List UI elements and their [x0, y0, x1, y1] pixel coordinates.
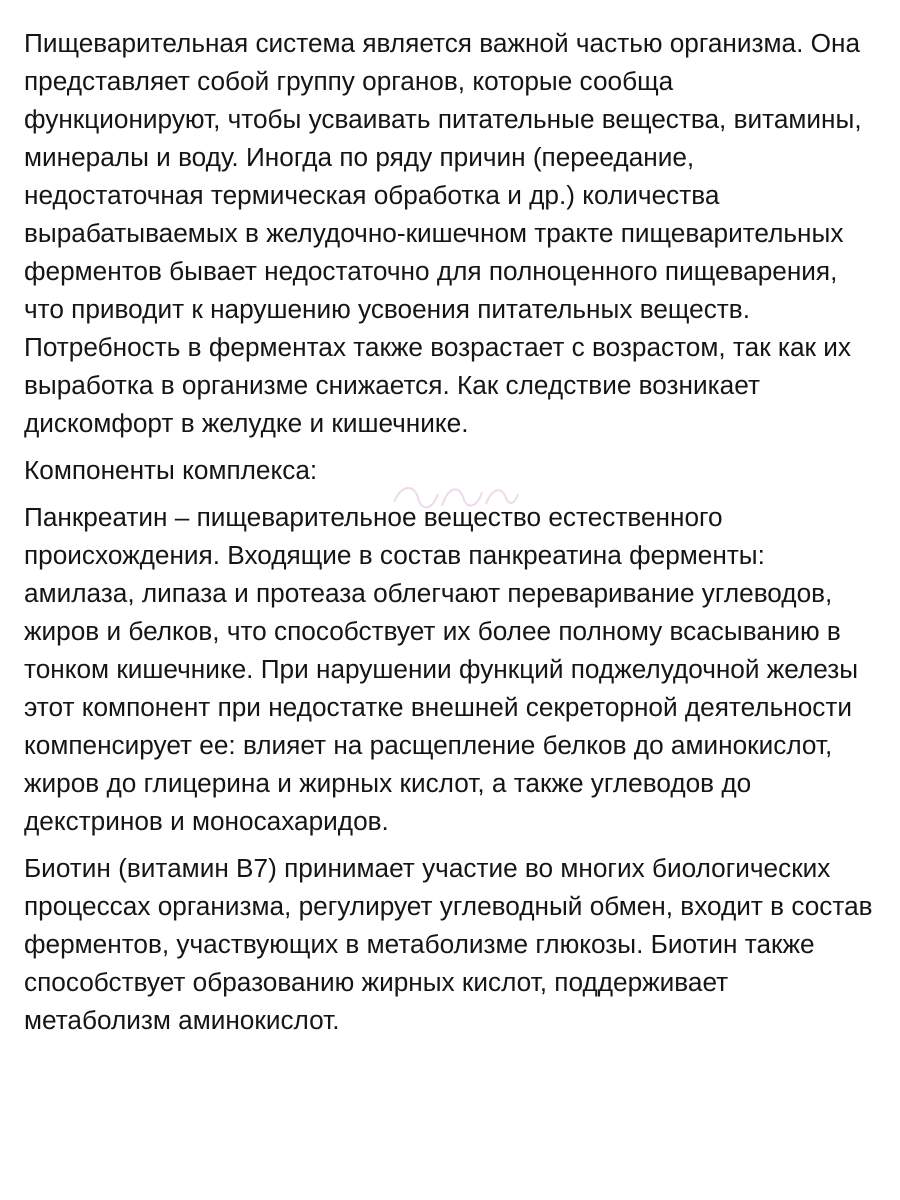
paragraph-biotin: Биотин (витамин В7) принимает участие во многих биологических процессах организма, регулирует углеводный обмен, входит в состав ферментов, участвующих в метаболизме глюкозы. Биотин также способствует образованию жирных кислот, поддерживает метаболизм аминокислот. [24, 853, 873, 1035]
paragraph-intro: Пищеварительная система является важной частью организма. Она представляет собой группу органов, которые сообща функционируют, чтобы усваивать питательные вещества, витамины, минералы и воду. Иногда по ряду причин (переедание, недостаточная термическая обработка и др.) количества вырабатываемых в желудочно-кишечном тракте пищеварительных ферментов бывает недостаточно для полноценного пищеварения, что приводит к нарушению усвоения питательных веществ. Потребность в ферментах также возрастает с возрастом, так как их выработка в организме снижается. Как следствие возникает дискомфорт в желудке и кишечнике. [24, 28, 862, 438]
paragraph-components-heading: Компоненты комплекса: [24, 455, 318, 485]
paragraph-pancreatin: Панкреатин – пищеварительное вещество естественного происхождения. Входящие в состав панкреатина ферменты: амилаза, липаза и протеаза облегчают переваривание углеводов, жиров и белков, что способствует их более полному всасыванию в тонком кишечнике. При нарушении функций поджелудочной железы этот компонент при недостатке внешней секреторной деятельности компенсирует ее: влияет на расщепление белков до аминокислот, жиров до глицерина и жирных кислот, а также углеводов до декстринов и моносахаридов. [24, 502, 859, 836]
